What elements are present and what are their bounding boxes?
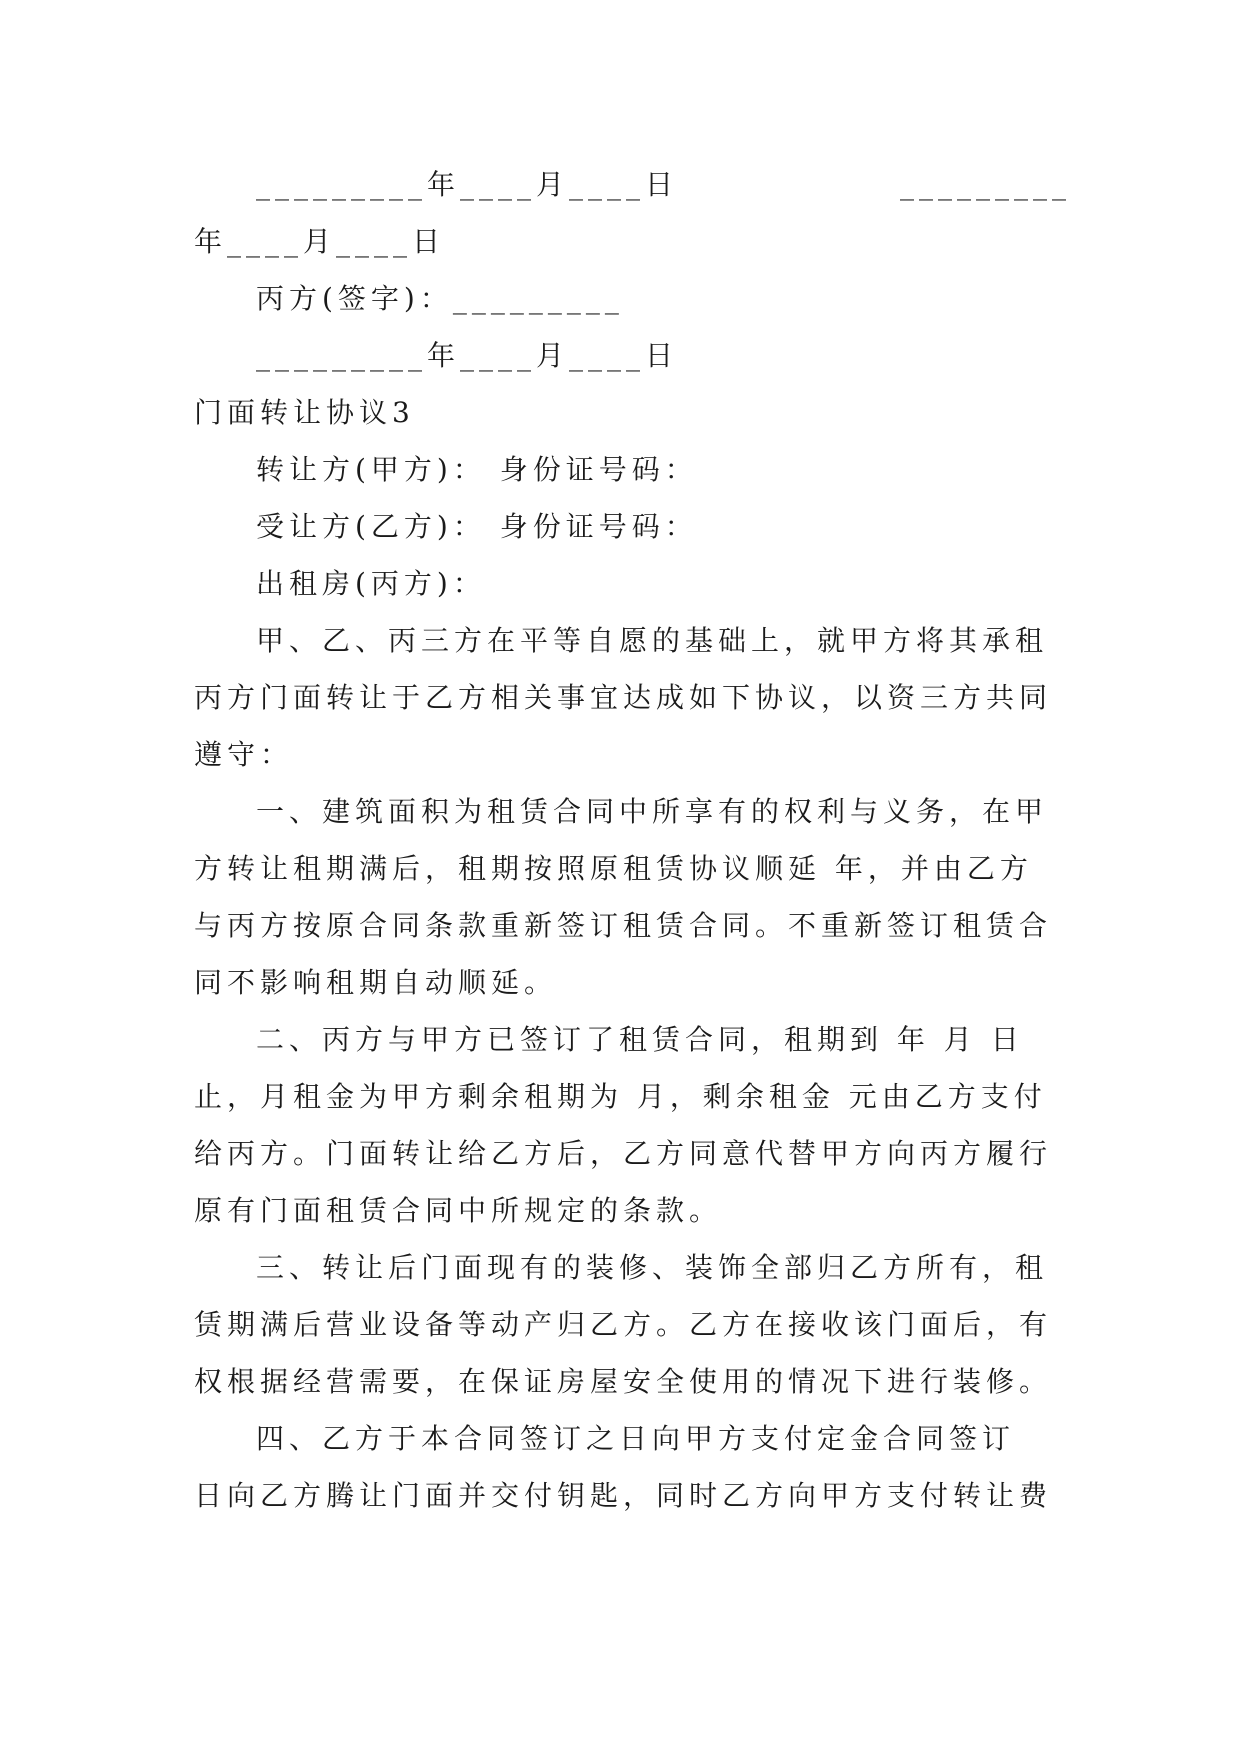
date-line-1: _________年____月____日 [256,168,679,201]
signature-blank-right: _________ [900,168,1071,201]
clause-1-line-1: 一、建筑面积为租赁合同中所享有的权利与义务，在甲 [256,795,1049,828]
intro-paragraph-line-2: 丙方门面转让于乙方相关事宜达成如下协议，以资三方共同 [194,681,1053,714]
clause-2-line-1: 二、丙方与甲方已签订了租赁合同，租期到 年 月 日 [256,1023,1024,1056]
clause-1-line-3: 与丙方按原合同条款重新签订租赁合同。不重新签订租赁合 [194,909,1053,942]
clause-4-line-2: 日向乙方腾让门面并交付钥匙，同时乙方向甲方支付转让费 [194,1479,1053,1512]
clause-2-line-2: 止，月租金为甲方剩余租期为 月，剩余租金 元由乙方支付 [194,1080,1047,1113]
date-line-3: _________年____月____日 [256,339,679,372]
clause-2-line-4: 原有门面租赁合同中所规定的条款。 [194,1194,723,1227]
clause-3-line-3: 权根据经营需要，在保证房屋安全使用的情况下进行装修。 [194,1365,1053,1398]
clause-2-line-3: 给丙方。门面转让给乙方后，乙方同意代替甲方向丙方履行 [194,1137,1053,1170]
transferor-line: 转让方(甲方)： 身份证号码： [256,453,698,486]
lessor-line: 出租房(丙方)： [256,567,486,600]
transferee-line: 受让方(乙方)： 身份证号码： [256,510,698,543]
clause-4-line-1: 四、乙方于本合同签订之日向甲方支付定金合同签订 [256,1422,1016,1455]
intro-paragraph-line-1: 甲、乙、丙三方在平等自愿的基础上，就甲方将其承租 [256,624,1049,657]
intro-paragraph-line-3: 遵守： [194,738,294,771]
party-c-signature: 丙方(签字)：_________ [256,282,624,315]
date-line-2: 年____月____日 [194,225,446,258]
clause-1-line-2: 方转让租期满后，租期按照原租赁协议顺延 年，并由乙方 [194,852,1033,885]
section-title: 门面转让协议3 [194,396,415,429]
clause-3-line-1: 三、转让后门面现有的装修、装饰全部归乙方所有，租 [256,1251,1049,1284]
clause-3-line-2: 赁期满后营业设备等动产归乙方。乙方在接收该门面后，有 [194,1308,1053,1341]
clause-1-line-4: 同不影响租期自动顺延。 [194,966,558,999]
